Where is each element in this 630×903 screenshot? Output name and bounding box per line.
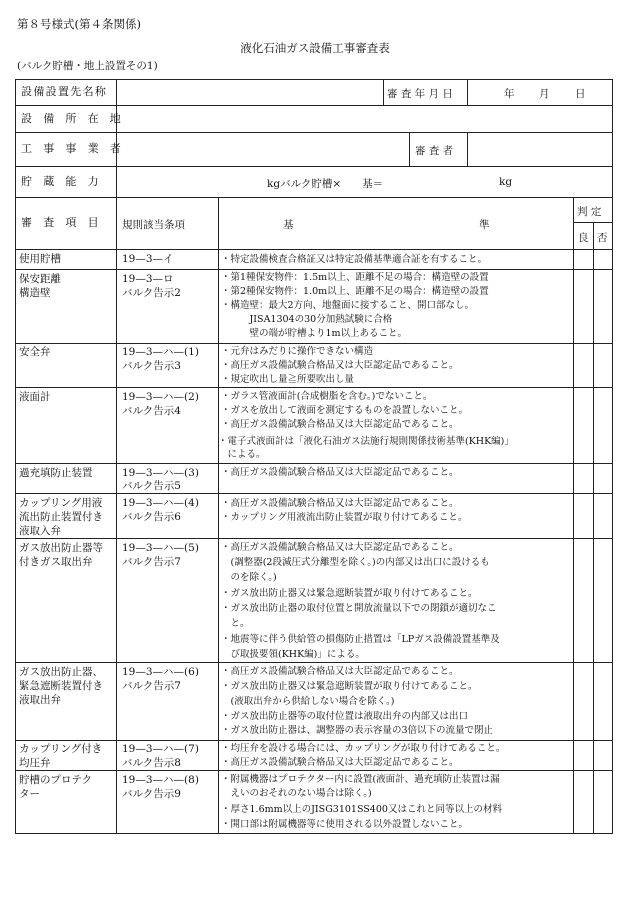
standard-cell: ・構造壁：最大2方向、地盤面に接すること、開口部なし。: [221, 300, 475, 311]
col-header-standard-1: 基: [283, 219, 294, 231]
standard-cell: (液取出弁から供給しない場合を除く。): [221, 696, 395, 707]
rule-cell: 19—3—イ: [122, 253, 174, 265]
review-table: [15, 79, 613, 834]
standard-cell: と。: [221, 618, 250, 629]
rule-cell: 19—3—ロ: [122, 273, 174, 285]
standard-cell: による。: [218, 449, 266, 460]
standard-cell: ・附属機器はプロテクター内に設置(液面計、過充填防止装置は漏: [221, 774, 500, 785]
standard-cell: ・高圧ガス設備試験合格品又は大臣認定品であること。: [221, 467, 459, 478]
standard-cell: ・ガラス管液面計(合成樹脂を含む。)でないこと。: [221, 391, 433, 402]
rule-cell: バルク告示9: [122, 788, 181, 800]
standard-cell: ・ガス放出防止器又は緊急遮断装置が取り付けてあること。: [221, 681, 478, 692]
standard-cell: ・ガス放出防止器又は緊急遮断装置が取り付けてあること。: [221, 588, 478, 599]
rule-cell: バルク告示2: [122, 287, 181, 299]
item-cell: 流出防止装置付き: [19, 511, 103, 523]
document-title: 液化石油ガス設備工事審査表: [240, 41, 390, 55]
installation-name-label: 設備設置先名称: [21, 85, 108, 98]
contractor-label: 工 事 事 業 者: [21, 142, 125, 155]
standard-cell: ・高圧ガス設備試験合格品又は大臣認定品であること。: [221, 666, 459, 677]
item-cell: 使用貯槽: [19, 253, 61, 265]
standard-cell: ・高圧ガス設備試験合格品又は大臣認定品であること。: [221, 498, 459, 509]
rule-cell: 19—3—ハ—(7): [122, 743, 199, 755]
standard-cell: ・高圧ガス設備試験合格品又は大臣認定品であること。: [221, 757, 459, 768]
col-header-standard-2: 準: [479, 219, 490, 231]
standard-cell: ・第2種保安物件：1.0m以上、距離不足の場合：構造壁の設置: [221, 286, 489, 297]
item-cell: ガス放出防止器等: [19, 542, 103, 554]
standard-cell: ・ガスを放出して液面を測定するものを設置しないこと。: [221, 405, 469, 416]
standard-cell: えいのおそれのない場合は除く。): [221, 788, 372, 799]
item-cell: カップリング用液: [19, 497, 103, 509]
standard-cell: ・ガス放出防止器の取付位置と開放流量以下での閉鎖が適切なこ: [221, 603, 497, 614]
standard-cell: のを除く。): [221, 572, 277, 583]
col-header-good: 良: [578, 232, 589, 244]
item-cell: 貯槽のプロテク: [19, 774, 93, 786]
form-number: 第８号様式(第４条関係): [17, 17, 141, 31]
rule-cell: 19—3—ハ—(3): [122, 467, 199, 479]
item-cell: 均圧弁: [19, 757, 51, 769]
standard-cell: ・カップリング用液流出防止装置が取り付けてあること。: [221, 512, 468, 523]
standard-cell: ・規定吹出し量≧所要吹出し量: [221, 374, 355, 385]
standard-cell: ・地震等に伴う供給管の損傷防止措置は「LPガス設備設置基準及: [221, 634, 500, 645]
standard-cell: ・高圧ガス設備試験合格品又は大臣認定品であること。: [221, 542, 459, 553]
item-cell: 付きガス取出弁: [19, 556, 93, 568]
rule-cell: 19—3—ハ—(4): [122, 497, 199, 509]
item-cell: ター: [19, 788, 40, 800]
standard-cell: ・開口部は附属機器等に使用される以外設置しないこと。: [221, 819, 469, 830]
item-cell: ガス放出防止器、: [19, 666, 103, 678]
standard-cell: ・第1種保安物件：1.5m以上、距離不足の場合：構造壁の設置: [221, 272, 489, 283]
col-header-rule: 規則該当条項: [122, 219, 185, 231]
date-day-label: 日: [575, 88, 586, 100]
item-cell: 構造壁: [19, 287, 51, 299]
standard-cell: ・ガス放出防止器は、調整器の表示容量の3倍以下の流量で閉止: [221, 725, 494, 736]
rule-cell: 19—3—ハ—(2): [122, 391, 199, 403]
rule-cell: 19—3—ハ—(1): [122, 346, 199, 358]
rule-cell: 19—3—ハ—(8): [122, 774, 199, 786]
document-subtitle: (バルク貯槽・地上設置その1): [17, 60, 158, 72]
standard-cell: JISA1304の30分加熱試験に合格: [221, 314, 393, 325]
col-header-review-item: 審 査 項 目: [21, 216, 103, 229]
rule-cell: バルク告示8: [122, 757, 181, 769]
col-header-bad: 否: [597, 232, 608, 244]
rule-cell: バルク告示5: [122, 480, 181, 492]
item-cell: 過充填防止装置: [19, 467, 93, 479]
item-cell: 液面計: [19, 391, 51, 403]
item-cell: 安全弁: [19, 346, 51, 358]
standard-cell: ・特定設備検査合格証又は特定設備基準適合証を有すること。: [221, 254, 488, 265]
rule-cell: バルク告示4: [122, 405, 181, 417]
storage-capacity-label: 貯 蔵 能 力: [21, 175, 103, 188]
standard-cell: び取扱要領(KHK編)」による。: [221, 649, 365, 660]
item-cell: カップリング付き: [19, 743, 103, 755]
rule-cell: 19—3—ハ—(5): [122, 542, 199, 554]
rule-cell: バルク告示6: [122, 511, 181, 523]
storage-capacity-text: kgバルク貯槽× 基＝: [267, 178, 384, 190]
rule-cell: バルク告示7: [122, 556, 181, 568]
reviewer-label: 審 査 者: [415, 145, 454, 157]
item-cell: 緊急遮断装置付き: [19, 680, 103, 692]
standard-cell: ・電子式液面計は「液化石油ガス法施行規則関係技術基準(KHK編)」: [218, 436, 514, 447]
item-cell: 保安距離: [19, 273, 61, 285]
standard-cell: (調整器(2段減圧式分離型を除く。)の内部又は出口に設けるも: [221, 557, 490, 568]
standard-cell: 壁の端が貯槽より1m以上あること。: [221, 328, 408, 339]
date-month-label: 月: [539, 88, 550, 100]
standard-cell: ・高圧ガス設備試験合格品又は大臣認定品であること。: [221, 419, 459, 430]
date-year-label: 年: [504, 88, 515, 100]
storage-capacity-unit: kg: [499, 176, 513, 188]
standard-cell: ・均圧弁を設ける場合には、カップリングが取り付けてあること。: [221, 743, 506, 754]
rule-cell: 19—3—ハ—(6): [122, 666, 199, 678]
item-cell: 液取出弁: [19, 694, 61, 706]
standard-cell: ・厚さ1.6mm以上のJISG3101SS400又はこれと同等以上の材料: [221, 804, 502, 815]
item-cell: 液取入弁: [19, 525, 61, 537]
location-label: 設 備 所 在 地: [21, 112, 125, 125]
standard-cell: ・ガス放出防止器等の取付位置は液取出弁の内部又は出口: [221, 711, 469, 722]
rule-cell: バルク告示3: [122, 360, 181, 372]
standard-cell: ・高圧ガス設備試験合格品又は大臣認定品であること。: [221, 360, 459, 371]
review-date-label: 審 査 年 月 日: [387, 88, 453, 100]
standard-cell: ・元弁はみだりに操作できない構造: [221, 346, 374, 357]
col-header-judgement: 判 定: [577, 206, 602, 218]
rule-cell: バルク告示7: [122, 680, 181, 692]
